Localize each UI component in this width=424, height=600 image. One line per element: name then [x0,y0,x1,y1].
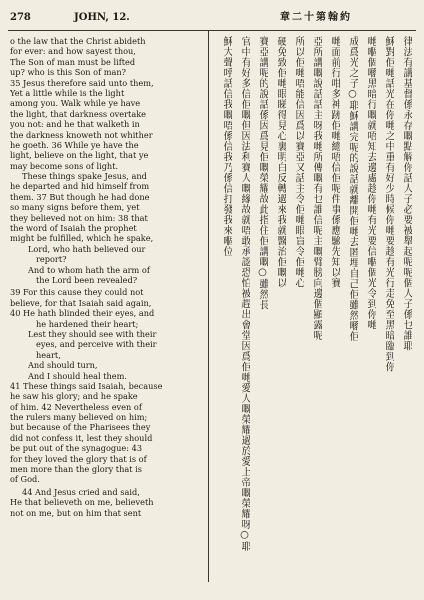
english-text-line: eyes, and perceive with their [36,339,157,350]
english-text-line: light, believe on the light, that ye [10,150,149,161]
english-text-line: 40 He hath blinded their eyes, and [10,308,155,319]
english-text-line: 41 These things said Isaiah, because [10,380,163,391]
english-text-line: These things spake Jesus, and [22,171,147,182]
running-title: JOHN, 12. [74,12,130,23]
chinese-text-column-line: 律法有講基督係永存嘅點解你話人子必要被舉起呢呢個人子係乜誰耶 [401,36,412,351]
english-text-line: not on me, but on him that sent [10,507,142,518]
chinese-text-column [214,36,416,584]
english-text-line: men more than the glory that is [10,464,142,475]
english-text-line: he hardened their heart; [36,318,139,329]
english-text-line: the word of Isaiah the prophet [10,223,137,234]
english-text-line: did not confess it, lest they should [10,432,153,443]
english-text-line: The Son of man must be lifted [10,56,136,67]
english-text-line: And I should heal them. [28,370,128,381]
english-text-line: among you. Walk while ye have [10,98,141,109]
english-text-line: for ever: and how sayest thou, [10,46,136,57]
english-text-line: be put out of the synagogue: 43 [10,443,143,454]
english-text-line: of God. [10,474,40,485]
english-text-line: heart, [36,349,61,360]
english-text-line: he departed and hid himself from [10,181,150,192]
chinese-text-column-line: 穌對佢哋話光在你哋之中重有好少時候你哋要趁有光行走免至黑暗臨到你 [383,36,394,372]
english-text-line: you not: and he that walketh in [10,119,140,130]
chinese-text-column-line: 官中有好多信佢嘅但因法利賽人嘅緣故就唔敢承認恐怕被趕出會堂因爲佢哋愛人嘅榮耀過於愛上帝嘅榮耀呀○耶 [239,36,250,552]
english-text-line: the darkness knoweth not whither [10,129,153,140]
column-divider [208,30,209,582]
english-text-line: may become sons of light. [10,160,119,171]
english-text-line: the light, that darkness overtake [10,108,147,119]
page-number: 278 [10,12,31,23]
chinese-text-column-line: 亞所講嘅說話話主呀我哋所傳嘅有乜誰信呢主嘅臂膀向邊個顯露呢 [311,36,322,341]
english-text-line: but because of the Pharisees they [10,422,151,433]
english-text-line: so many signs before them, yet [10,202,140,213]
english-text-line: he goeth. 36 While ye have the [10,139,139,150]
english-text-line: up? who is this Son of man? [10,67,127,78]
chinese-text-column-line: 成爲光之子○耶穌講完呢的說話就離開佢哋去匿埋自己佢雖然喺佢 [347,36,358,342]
english-text-line: report? [36,254,67,265]
english-text-line: 39 For this cause they could not [10,287,144,298]
english-text-column [10,36,204,584]
english-text-line: of him. 42 Nevertheless even of [10,401,142,412]
chinese-text-column-line: 穌大聲呼話信我嘅唔係信我乃係信打發我來嗰位 [221,36,232,257]
english-text-line: o the law that the Christ abideth [10,36,146,46]
english-text-line: them. 37 But though he had done [10,191,150,202]
english-text-line: He that believeth on me, believeth [10,497,154,508]
chinese-text-column-line: 所以佢哋唔能信因爲以賽亞又話主令佢哋眼盲令佢哋心 [293,36,304,288]
english-text-line: 35 Jesus therefore said unto them, [10,77,154,88]
chinese-text-column-line: 賽亞講呢的說話係因爲見佢嘅榮耀故此指住佢講嘅○雖然長 [257,36,268,310]
english-text-line: believe, for that Isaiah said again, [10,297,152,308]
english-text-line: the rulers many believed on him; [10,412,148,423]
english-text-line: they believed not on him: 38 that [10,212,148,223]
english-text-line: the Lord been revealed? [36,274,138,285]
english-text-line: might be fulfilled, which he spake, [10,233,154,244]
chinese-running-title: 章二十第翰約 [280,12,352,23]
chinese-text-column-line: 哋嗰個喺黑暗行嘅就唔知去邊處趁你哋有光要信嗰個光令到你哋 [365,36,376,330]
english-text-line: Lest they should see with their [28,328,157,339]
page-header [10,10,200,26]
english-text-line: Yet a little while is the light [10,87,125,98]
english-text-line: And should turn, [28,360,98,371]
english-text-line: he saw his glory; and he spake [10,391,138,402]
chinese-text-column-line: 哋面前行咁多神跡佢哋總唔信佢呢件事係應驗先知以賽 [329,36,340,288]
english-text-line: Lord, who hath believed our [28,243,146,254]
english-text-line: And to whom hath the arm of [28,264,150,275]
english-text-line: 44 And Jesus cried and said, [22,486,140,497]
chinese-text-column-line: 硬免致佢哋眼睇得見心裏明白反轉過來我就醫治佢嘅以 [275,36,286,288]
header-rule [8,30,416,31]
english-text-line: for they loved the glory that is of [10,453,147,464]
